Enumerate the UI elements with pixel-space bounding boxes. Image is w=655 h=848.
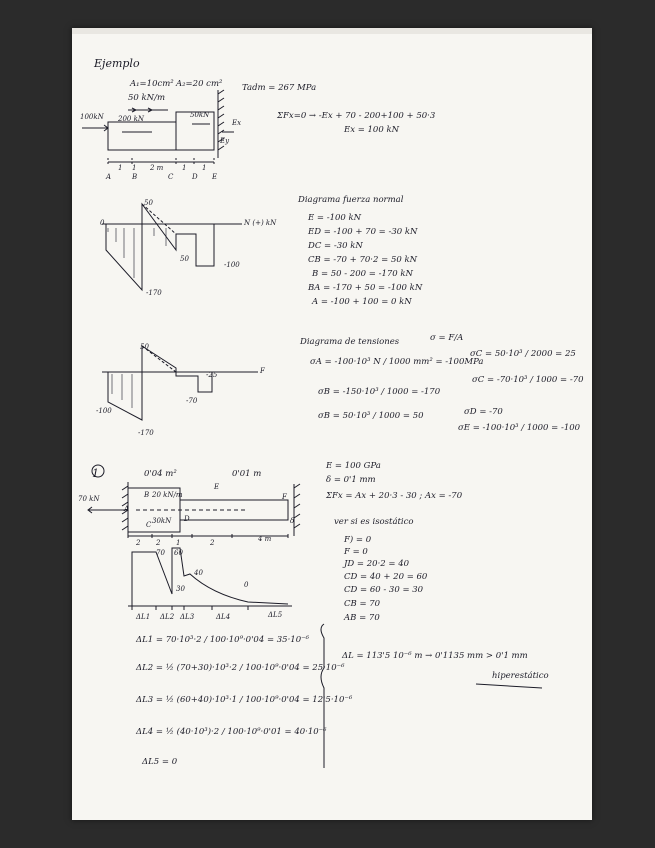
page-title: Ejemplo [94, 57, 140, 70]
sigma-c1: σC = 50·10³ / 2000 = 25 [470, 349, 576, 359]
eq-sum-fx: ΣFx=0 → -Ex + 70 - 200+100 + 50·3 [277, 111, 436, 121]
load-70: 70 kN [78, 495, 100, 503]
load-200-label: 200 kN [118, 115, 144, 123]
force-2: JD = 20·2 = 40 [344, 559, 410, 569]
point-e: E [212, 173, 218, 181]
problem-number: 1 [92, 467, 99, 480]
span-ab: 1 [118, 164, 123, 172]
normal-line-1: ED = -100 + 70 = -30 kN [308, 227, 418, 237]
load-20: 20 kN/m [152, 491, 183, 499]
normal-line-2: DC = -30 kN [308, 241, 363, 251]
ey-label: Ey [220, 137, 230, 145]
normal-title: Diagrama fuerza normal [298, 195, 404, 205]
normal-line-5: BA = -170 + 50 = -100 kN [308, 283, 423, 293]
sigma-b1: σB = -150·10³ / 1000 = -170 [318, 387, 441, 397]
eq-sum-2: ΣFx = Ax + 20·3 - 30 ; Ax = -70 [326, 491, 463, 501]
force-0: F) = 0 [344, 535, 372, 545]
hand-drawings [72, 28, 592, 820]
load-50-label: 50kN [190, 111, 210, 119]
wall-left-hatch [122, 486, 128, 530]
letter-f: F [282, 493, 287, 501]
n-val-bottom: -170 [146, 289, 162, 297]
sigma-d: σD = -70 [464, 407, 503, 417]
dl1-line: ΔL1 = 70·10³·2 / 100·10⁹·0'04 = 35·10⁻⁶ [136, 635, 310, 645]
span-2b: 2 [156, 539, 161, 547]
total-elongation: ΔL = 113'5 10⁻⁶ m → 0'1135 mm > 0'1 mm [342, 651, 528, 661]
beam-section-a [108, 122, 176, 150]
span-b: 1 [132, 164, 137, 172]
ex-label: Ex [232, 119, 242, 127]
diag2-val-30: 30 [176, 585, 185, 593]
s-val-left: -100 [96, 407, 112, 415]
span-bc: 2 m [150, 164, 164, 172]
eq-ex: Ex = 100 kN [344, 125, 400, 135]
dl3-line: ΔL3 = ½ (60+40)·10³·1 / 100·10⁹·0'04 = 12'5·10⁻⁶ [136, 695, 353, 705]
n-val-top: 50 [144, 199, 153, 207]
n-slope [142, 204, 176, 234]
diag2-val-40: 40 [194, 569, 203, 577]
dist-load-arrows [128, 108, 168, 112]
e-modulus: E = 100 GPa [326, 461, 381, 471]
s-axis-label: F [260, 367, 265, 375]
span-cd: 1 [182, 164, 187, 172]
beam-section-b [176, 112, 214, 150]
gap-delta: δ [290, 517, 295, 525]
letter-d: D [184, 515, 190, 523]
wall-right-2-hatch [294, 484, 300, 528]
stress-a: σA = -100·10³ N / 1000 mm² = -100MPa [310, 357, 484, 367]
wall-hatch [218, 90, 224, 150]
n-hatch [108, 228, 166, 278]
s-hatch [112, 374, 132, 408]
result-label: hiperestático [492, 671, 549, 681]
point-a: A [106, 173, 112, 181]
letter-c: C [146, 521, 152, 529]
s-val-bottom: -170 [138, 429, 154, 437]
delta-gap: δ = 0'1 mm [326, 475, 376, 485]
n-val-right: -100 [224, 261, 240, 269]
document-sheet [72, 28, 592, 820]
s-val-mid2: -70 [186, 397, 198, 405]
stress-formula: σ = F/A [430, 333, 464, 343]
result-underline [476, 684, 542, 688]
normal-line-6: A = -100 + 100 = 0 kN [312, 297, 412, 307]
span-2a: 2 [136, 539, 141, 547]
s-val-mid1: -25 [206, 371, 218, 379]
point-b: B [132, 173, 138, 181]
force-5: CB = 70 [344, 599, 381, 609]
diag2-val-0: 0 [244, 581, 249, 589]
dl-label-5: ΔL5 [268, 611, 283, 619]
stress-title: Diagrama de tensiones [300, 337, 400, 347]
n-val-mid: 50 [180, 255, 189, 263]
load-30: 30kN [152, 517, 172, 525]
span-de: 1 [202, 164, 207, 172]
diag2-val-70: 70 [156, 549, 165, 557]
bracket [321, 624, 324, 768]
area-b-label: A₂=20 cm² [176, 79, 223, 89]
force-1: F = 0 [344, 547, 368, 557]
force-3: CD = 40 + 20 = 60 [344, 572, 428, 582]
span-2d: 2 [210, 539, 215, 547]
area-2: 0'01 m [232, 469, 262, 479]
force-4: CD = 60 - 30 = 30 [344, 585, 424, 595]
letter-b: B [144, 491, 150, 499]
area-a-label: A₁=10cm² [130, 79, 174, 89]
n-val-zero: 0 [100, 219, 105, 227]
dl-label-4: ΔL4 [216, 613, 231, 621]
diag2-val-60: 60 [174, 549, 183, 557]
normal-line-3: CB = -70 + 70·2 = 50 kN [308, 255, 418, 265]
dim2-line [128, 534, 288, 538]
s-val-top: 50 [140, 343, 149, 351]
number-circle [92, 465, 104, 480]
force-6: AB = 70 [344, 613, 380, 623]
area-1: 0'04 m² [144, 469, 177, 479]
dl5-line: ΔL5 = 0 [142, 757, 178, 767]
sigma-c2: σC = -70·10³ / 1000 = -70 [472, 375, 584, 385]
point-c: C [168, 173, 174, 181]
normal-line-0: E = -100 kN [308, 213, 362, 223]
sigma-b2: σB = 50·10³ / 1000 = 50 [318, 411, 424, 421]
normal-line-4: B = 50 - 200 = -170 kN [312, 269, 413, 279]
span-2e: 4 m [258, 535, 272, 543]
sigma-e: σE = -100·10³ / 1000 = -100 [458, 423, 581, 433]
dist-load-label: 50 kN/m [128, 93, 166, 103]
dl-label-3: ΔL3 [180, 613, 195, 621]
iso-check: ver si es isostático [334, 517, 414, 527]
span-2c: 1 [176, 539, 181, 547]
dl-label-2: ΔL2 [160, 613, 175, 621]
letter-a: A [124, 505, 130, 513]
dl4-line: ΔL4 = ½ (40·10³)·2 / 100·10⁹·0'01 = 40·10⁻⁶ [136, 727, 327, 737]
s-diagram [108, 343, 212, 420]
dl-label-1: ΔL1 [136, 613, 151, 621]
load-100-label: 100kN [80, 113, 104, 121]
point-d: D [192, 173, 198, 181]
n-axis-label: N (+) kN [244, 219, 277, 227]
diag2-ticks [132, 606, 248, 610]
diag2-curve [132, 548, 288, 606]
n-diagram [106, 204, 214, 290]
tadm-label: Tadm = 267 MPa [242, 83, 317, 93]
dl2-line: ΔL2 = ½ (70+30)·10³·2 / 100·10⁹·0'04 = 25·10⁻⁶ [136, 663, 345, 673]
letter-e: E [214, 483, 220, 491]
